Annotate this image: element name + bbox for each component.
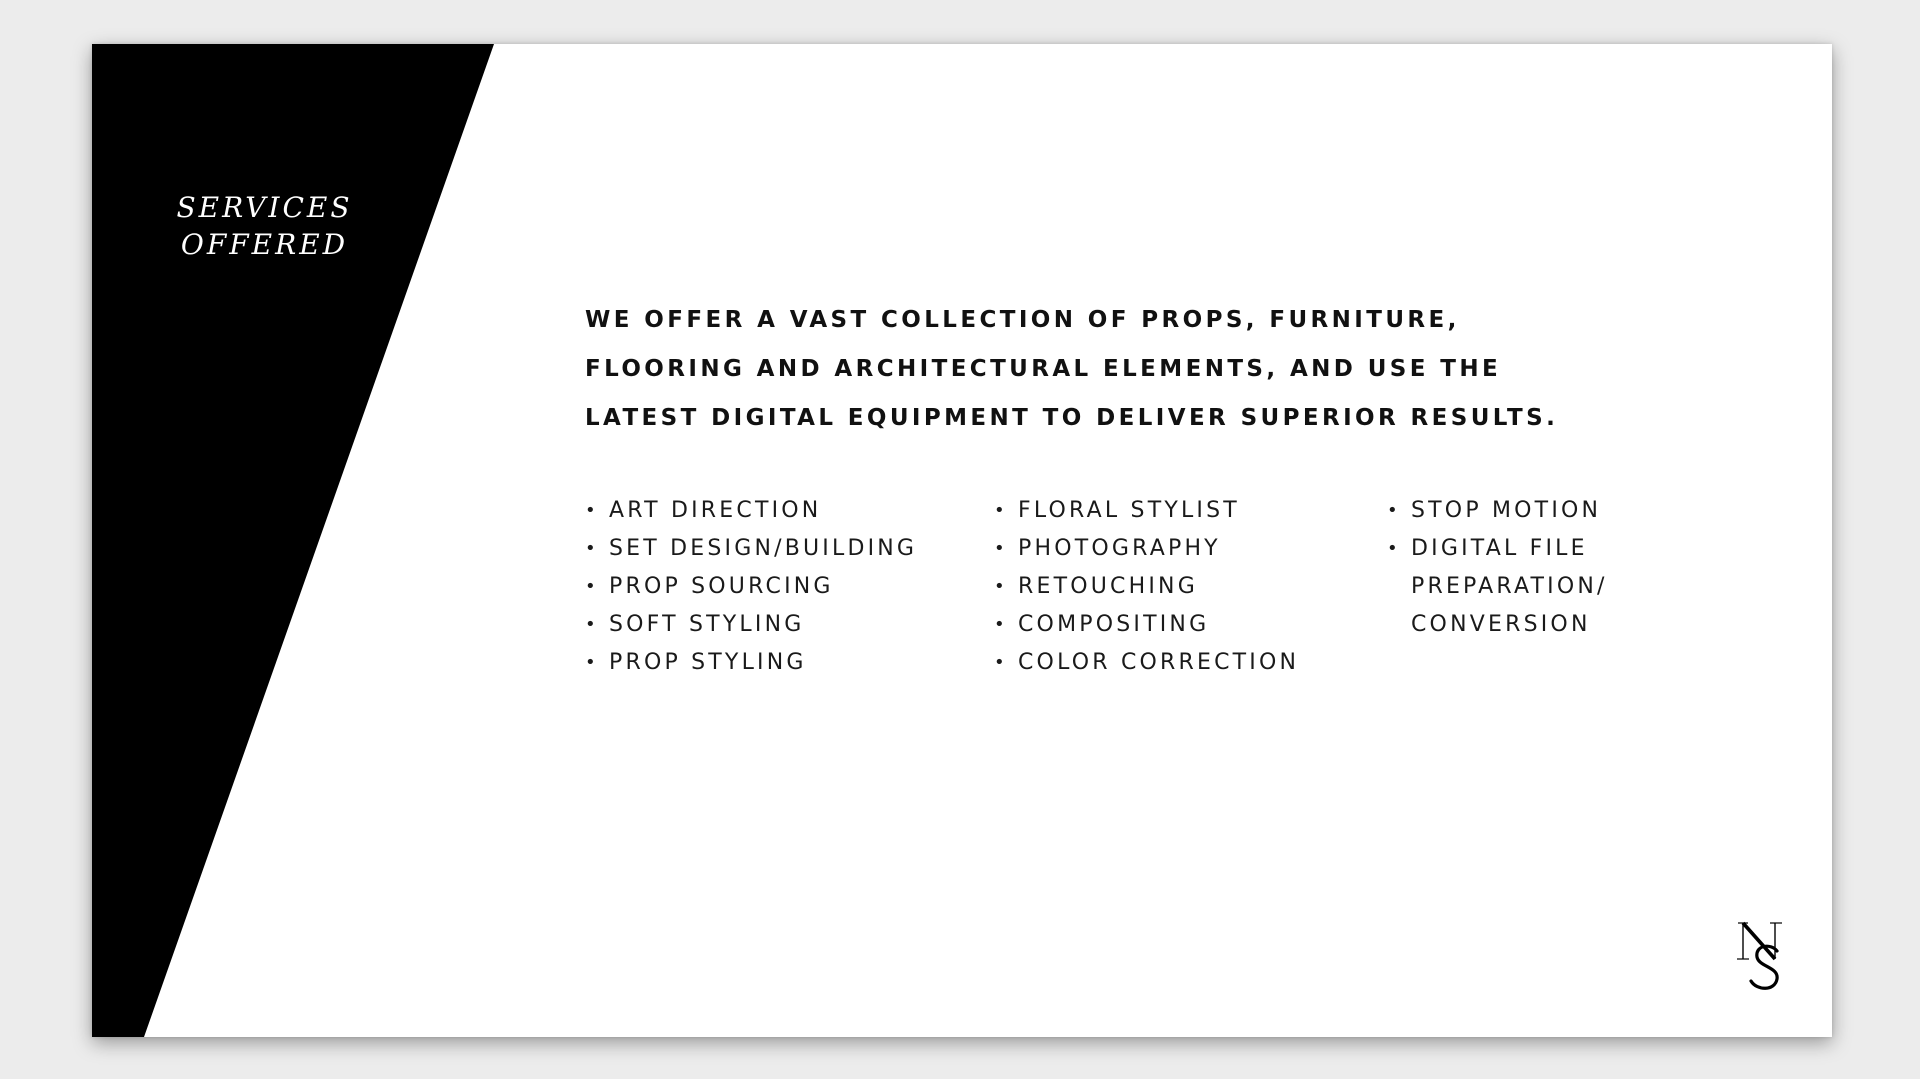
service-item: • FLORAL STYLIST — [994, 492, 1299, 530]
service-item: • SOFT STYLING — [585, 606, 917, 644]
intro-paragraph — [585, 296, 1735, 443]
services-list-column-3 — [1387, 492, 1608, 644]
service-item: • STOP MOTION — [1387, 492, 1608, 530]
service-item-continuation: CONVERSION — [1411, 612, 1591, 637]
services-list-column-1 — [585, 492, 917, 682]
service-item: • PROP SOURCING — [585, 568, 917, 606]
intro-line-1: WE OFFER A VAST COLLECTION OF PROPS, FURNITURE, — [585, 307, 1460, 333]
intro-line-3: LATEST DIGITAL EQUIPMENT TO DELIVER SUPERIOR RESULTS. — [585, 405, 1559, 431]
service-item: • COMPOSITING — [994, 606, 1299, 644]
services-list-column-2 — [994, 492, 1299, 682]
ns-monogram-logo — [1735, 915, 1795, 995]
service-item-continuation: PREPARATION/ — [1411, 574, 1608, 599]
intro-line-2: FLOORING AND ARCHITECTURAL ELEMENTS, AND USE THE — [585, 356, 1502, 382]
service-item: • ART DIRECTION — [585, 492, 917, 530]
service-item: • DIGITAL FILE — [1387, 530, 1608, 568]
section-title-line-1: SERVICES — [176, 191, 353, 224]
section-title — [172, 189, 357, 263]
service-item: • SET DESIGN/BUILDING — [585, 530, 917, 568]
section-title-line-2: OFFERED — [180, 228, 349, 261]
service-item: • PHOTOGRAPHY — [994, 530, 1299, 568]
services-slide — [92, 44, 1832, 1037]
service-item: • RETOUCHING — [994, 568, 1299, 606]
service-item: • COLOR CORRECTION — [994, 644, 1299, 682]
service-item: • PROP STYLING — [585, 644, 917, 682]
